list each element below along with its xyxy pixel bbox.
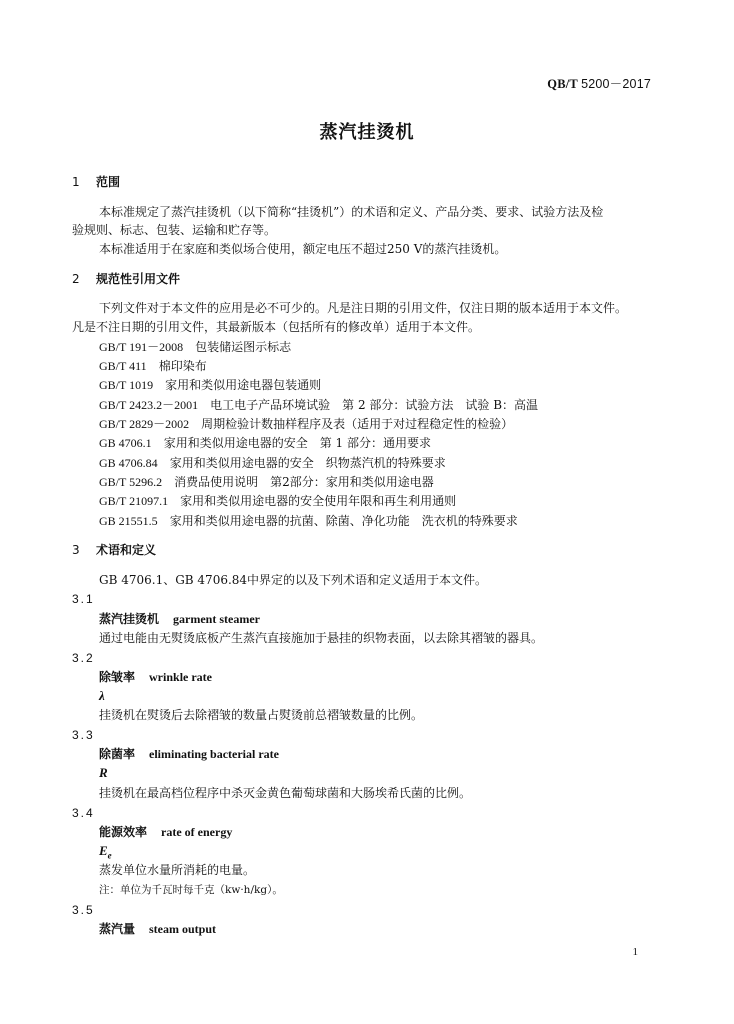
- reference-title: 家用和类似用途电器的安全 第 1 部分：通用要求: [163, 436, 431, 450]
- reference-item: [99, 474, 434, 490]
- term-heading: [99, 824, 232, 840]
- term-note: 注：单位为千瓦时每千克（kw·h/kg）。: [99, 884, 283, 896]
- reference-title: 棉印染布: [158, 359, 207, 373]
- reference-title: 包装储运图示标志: [195, 340, 292, 354]
- term-english: steam output: [149, 922, 217, 936]
- section-number: 2: [72, 272, 80, 286]
- section-2-heading: [72, 271, 180, 287]
- reference-code: GB 4706.84: [99, 456, 158, 470]
- reference-code: GB 4706.1: [99, 436, 152, 450]
- reference-item: [99, 358, 207, 374]
- term-chinese: 蒸汽量: [99, 922, 136, 936]
- paragraph: 本标准规定了蒸汽挂烫机（以下简称“挂烫机”）的术语和定义、产品分类、要求、试验方法及检: [99, 205, 604, 219]
- term-english: wrinkle rate: [149, 670, 212, 684]
- section-number: 3: [72, 543, 80, 557]
- reference-code: GB/T 1019: [99, 378, 154, 392]
- paragraph-continuation: 验规则、标志、包装、运输和贮存等。: [72, 223, 277, 237]
- term-definition: 挂烫机在熨烫后去除褶皱的数量占熨烫前总褶皱数量的比例。: [99, 708, 424, 722]
- term-definition: 通过电能由无熨烫底板产生蒸汽直接施加于悬挂的织物表面，以去除其褶皱的器具。: [99, 631, 544, 645]
- term-symbol: [99, 843, 112, 864]
- reference-item: [99, 339, 291, 355]
- term-symbol: R: [99, 765, 108, 780]
- section-title: 术语和定义: [96, 543, 157, 557]
- term-english: rate of energy: [161, 825, 233, 839]
- term-chinese: 能源效率: [99, 825, 148, 839]
- section-title: 规范性引用文件: [96, 272, 181, 286]
- page-number: 1: [632, 946, 638, 958]
- paragraph: 下列文件对于本文件的应用是必不可少的。凡是注日期的引用文件，仅注日期的版本适用于本文件。: [99, 301, 628, 315]
- reference-item: [99, 435, 431, 451]
- term-number: 3.4: [72, 806, 95, 820]
- reference-title: 电工电子产品环境试验 第 2 部分：试验方法 试验 B：高温: [210, 398, 539, 412]
- term-definition: 蒸发单位水量所消耗的电量。: [99, 863, 256, 877]
- term-heading: [99, 921, 216, 937]
- section-3-heading: [72, 542, 156, 558]
- reference-item: [99, 416, 513, 432]
- reference-item: [99, 455, 446, 471]
- term-english: eliminating bacterial rate: [149, 747, 279, 761]
- paragraph-continuation: 凡是不注日期的引用文件，其最新版本（包括所有的修改单）适用于本文件。: [72, 320, 481, 334]
- reference-code: GB/T 411: [99, 359, 147, 373]
- document-title: 蒸汽挂烫机: [319, 122, 415, 143]
- reference-code: GB/T 5296.2: [99, 475, 163, 489]
- term-heading: [99, 746, 279, 762]
- reference-item: [99, 493, 456, 509]
- reference-title: 家用和类似用途电器的抗菌、除菌、净化功能 洗衣机的特殊要求: [169, 514, 518, 528]
- reference-title: 家用和类似用途电器包装通则: [165, 378, 322, 392]
- reference-code: GB/T 191－2008: [99, 340, 184, 354]
- section-1-heading: [72, 174, 120, 190]
- standard-prefix: QB/T: [547, 77, 578, 91]
- reference-title: 周期检验计数抽样程序及表（适用于对过程稳定性的检验）: [201, 417, 514, 431]
- term-english: garment steamer: [173, 612, 260, 626]
- reference-item: [99, 397, 538, 413]
- term-number: 3.1: [72, 592, 95, 606]
- term-chinese: 除皱率: [99, 670, 136, 684]
- symbol-subscript: e: [107, 850, 112, 861]
- term-chinese: 除菌率: [99, 747, 136, 761]
- term-heading: [99, 669, 212, 685]
- reference-title: 家用和类似用途电器的安全使用年限和再生利用通则: [180, 494, 457, 508]
- reference-code: GB/T 2829－2002: [99, 417, 190, 431]
- term-definition: 挂烫机在最高档位程序中杀灭金黄色葡萄球菌和大肠埃希氏菌的比例。: [99, 786, 472, 800]
- symbol-letter: E: [99, 843, 108, 858]
- reference-code: GB 21551.5: [99, 514, 158, 528]
- section-number: 1: [72, 175, 80, 189]
- section-title: 范围: [96, 175, 121, 189]
- reference-item: [99, 377, 321, 393]
- term-heading: [99, 611, 260, 627]
- paragraph: GB 4706.1、GB 4706.84中界定的以及下列术语和定义适用于本文件。: [99, 573, 488, 587]
- term-number: 3.2: [72, 651, 95, 665]
- reference-item: [99, 513, 518, 529]
- term-symbol: λ: [99, 688, 105, 703]
- term-number: 3.5: [72, 903, 95, 917]
- term-number: 3.3: [72, 728, 95, 742]
- term-chinese: 蒸汽挂烫机: [99, 612, 160, 626]
- reference-code: GB/T 21097.1: [99, 494, 169, 508]
- reference-title: 家用和类似用途电器的安全 织物蒸汽机的特殊要求: [169, 456, 446, 470]
- standard-code: [547, 74, 651, 92]
- paragraph: 本标准适用于在家庭和类似场合使用，额定电压不超过250 V的蒸汽挂烫机。: [99, 242, 507, 256]
- reference-title: 消费品使用说明 第2部分：家用和类似用途电器: [174, 475, 434, 489]
- standard-number: 5200－2017: [581, 77, 651, 91]
- reference-code: GB/T 2423.2－2001: [99, 398, 199, 412]
